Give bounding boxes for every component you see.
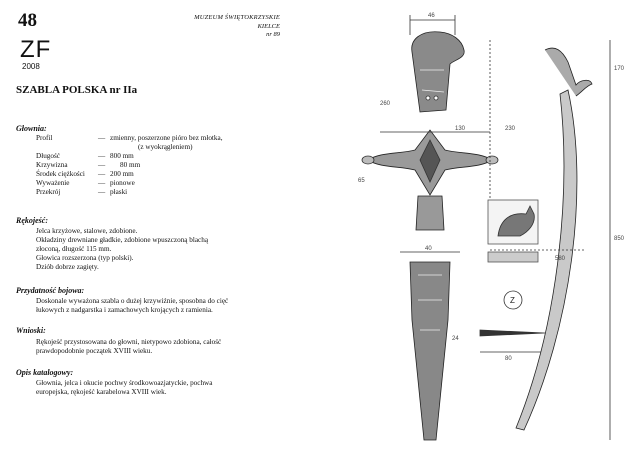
museum-header	[168, 14, 280, 40]
spec-key: Długość	[36, 152, 60, 160]
museum-item-number: nr 89	[266, 31, 280, 38]
text-line: Doskonale wyważona szabla o dużej krzywiźnie, sposobna do cięć	[36, 297, 229, 305]
spec-row	[36, 188, 223, 197]
page-number: 48	[18, 10, 37, 31]
text-line: Dziób dobrze zagięty.	[36, 263, 99, 271]
section-heading-przydatnosc: Przydatność bojowa:	[16, 286, 85, 295]
dim-label-40: 40	[425, 246, 432, 252]
dim-label-24: 24	[452, 336, 459, 342]
spec-value	[110, 134, 223, 152]
museum-city: KIELCE	[257, 22, 280, 30]
dim-label-65: 65	[358, 178, 365, 184]
section-heading-rekojesc: Rękojeść:	[16, 216, 48, 225]
zf-stamp: ZF	[20, 36, 52, 63]
opis-text	[36, 379, 212, 397]
text-line: Rękojeść przystosowana do głowni, nietypowo zdobiona, całość	[36, 338, 222, 346]
museum-name: MUZEUM ŚWIĘTOKRZYSKIE	[194, 14, 280, 21]
spec-dash: —	[98, 134, 106, 142]
text-line: łukowych z nadgarstka i zamachowych krojących z ramienia.	[36, 306, 213, 314]
przydatnosc-text	[36, 297, 228, 315]
grip-rivet	[434, 96, 438, 100]
dim-label-46: 46	[428, 13, 435, 19]
dim-label-230: 230	[505, 126, 516, 132]
glownia-spec-table	[36, 134, 223, 197]
dim-label-170: 170	[614, 66, 625, 72]
spec-dash: —	[98, 161, 106, 169]
spec-dash: —	[98, 179, 106, 187]
quillon-end-right	[486, 156, 498, 164]
spec-row	[36, 179, 223, 188]
spec-row	[36, 161, 223, 170]
saber-technical-drawing	[340, 0, 640, 460]
dim-label-580: 580	[555, 256, 566, 262]
section-heading-wnioski: Wnioski:	[16, 326, 46, 335]
spec-key: Środek ciężkości	[36, 170, 85, 178]
spec-key: Przekrój	[36, 188, 61, 196]
zf-stamp-year: 2008	[22, 62, 40, 71]
rekojesc-text	[36, 227, 208, 272]
text-line: prawdopodobnie początek XVIII wieku.	[36, 347, 153, 355]
dim-label-260: 260	[380, 101, 391, 107]
mark-letter: Z	[510, 296, 515, 305]
text-line: złoconą, długość 115 mm.	[36, 245, 112, 253]
text-line: Okładziny drewniane gładkie, zdobione wpuszczoną blachą	[36, 236, 209, 244]
blade-section	[480, 330, 545, 336]
spec-dash: —	[98, 170, 106, 178]
spec-value: 80 mm	[120, 161, 141, 169]
spec-value: 200 mm	[110, 170, 134, 178]
section-heading-glownia: Głownia:	[16, 124, 47, 133]
wnioski-text	[36, 338, 221, 356]
inscription-band	[488, 252, 538, 262]
spec-value-line: (z wyokrągleniem)	[138, 143, 193, 151]
text-line: Jelca krzyżowe, stalowe, zdobione.	[36, 227, 138, 235]
grip-drawing	[412, 32, 464, 112]
dim-label-130: 130	[455, 126, 466, 132]
dim-label-80: 80	[505, 356, 512, 362]
text-line: europejska, rękojeść karabelowa XVIII wiek.	[36, 388, 167, 396]
spec-key: Krzywizna	[36, 161, 68, 169]
spec-value-line: zmienny, poszerzone pióro bez młotka,	[110, 134, 223, 142]
spec-row	[36, 152, 223, 161]
spec-key: Wyważenie	[36, 179, 70, 187]
scabbard-drawing	[410, 262, 450, 440]
section-heading-opis: Opis katalogowy:	[16, 368, 74, 377]
dim-label-850: 850	[614, 236, 625, 242]
spec-value: płaski	[110, 188, 128, 196]
blade-stub	[416, 196, 444, 230]
spec-key: Profil	[36, 134, 53, 142]
spec-dash: —	[98, 152, 106, 160]
text-line: Głownia, jelca i okucie pochwy środkowoazjatyckie, pochwa	[36, 379, 213, 387]
full-saber-hilt	[545, 48, 592, 96]
spec-row	[36, 170, 223, 179]
page-title: SZABLA POLSKA nr IIa	[16, 84, 138, 96]
text-line: Głowica rozszerzona (typ polski).	[36, 254, 134, 262]
spec-row	[36, 134, 223, 152]
quillon-end-left	[362, 156, 374, 164]
spec-value: pionowe	[110, 179, 135, 187]
grip-rivet	[426, 96, 430, 100]
spec-value: 800 mm	[110, 152, 134, 160]
spec-dash: —	[98, 188, 106, 196]
